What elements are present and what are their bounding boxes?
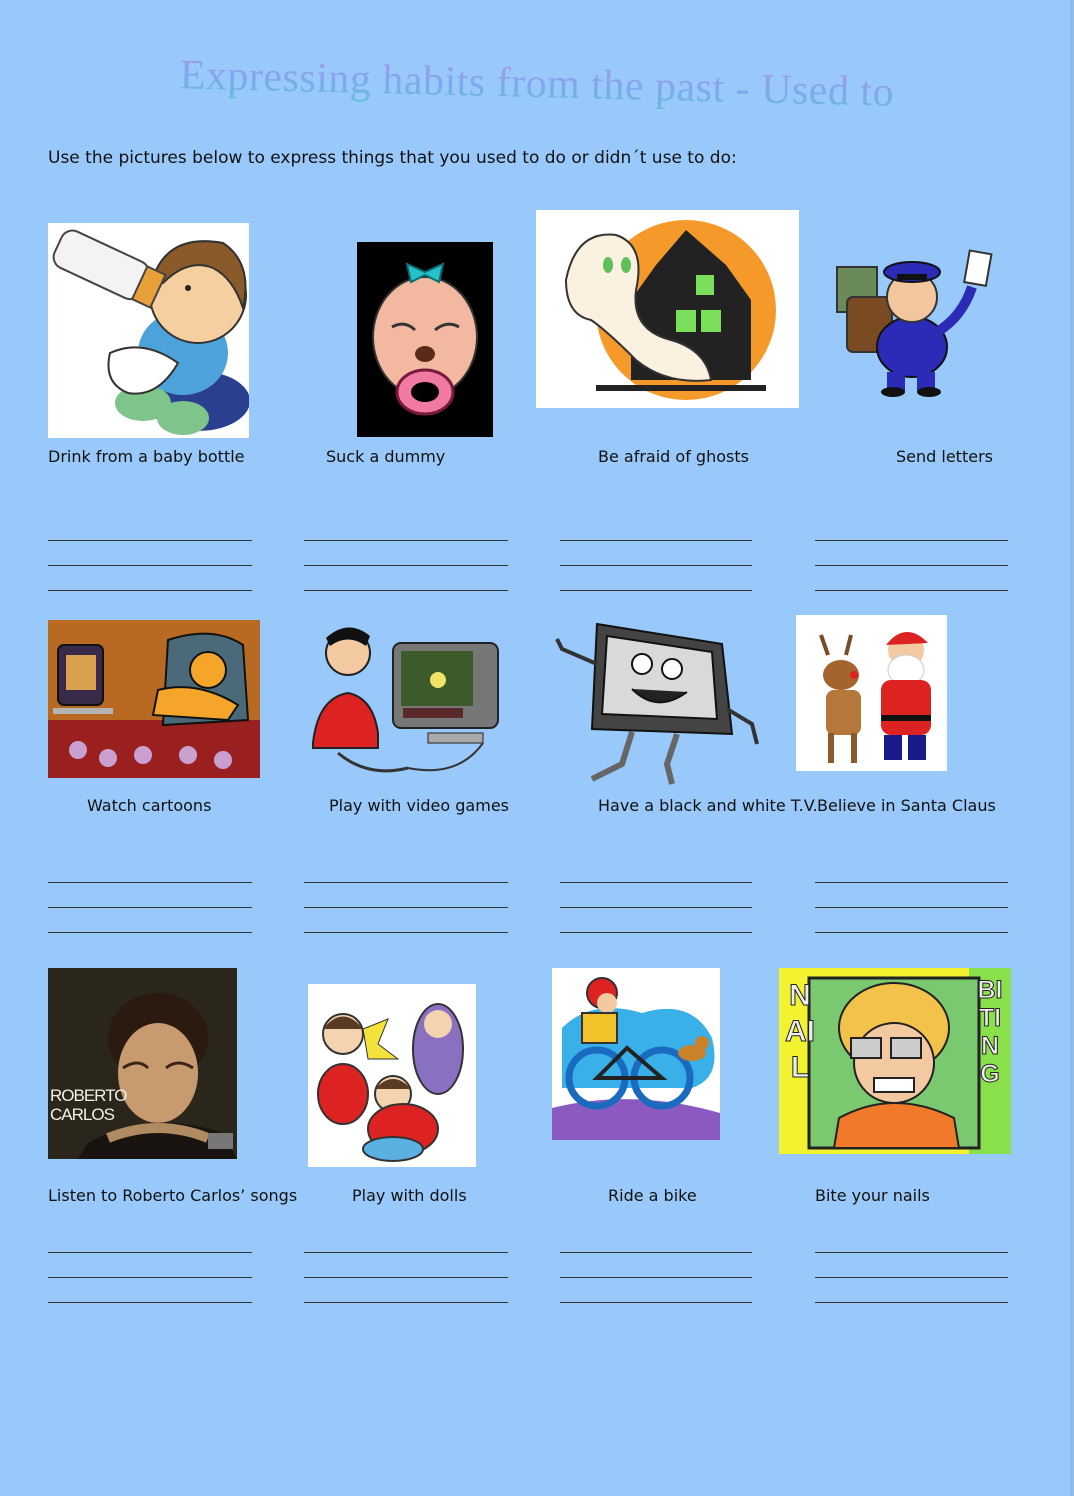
answer-line[interactable] — [815, 1302, 1008, 1303]
answer-line[interactable] — [48, 590, 252, 591]
caption-bite-your-nails: Bite your nails — [815, 1186, 930, 1205]
caption-believe-in-santa-claus: Believe in Santa Claus — [817, 796, 996, 815]
caption-play-with-dolls: Play with dolls — [352, 1186, 467, 1205]
caption-suck-a-dummy: Suck a dummy — [326, 447, 446, 466]
answer-line[interactable] — [815, 1252, 1008, 1253]
answer-line[interactable] — [560, 540, 752, 541]
answer-line[interactable] — [48, 1252, 252, 1253]
answer-line[interactable] — [48, 1277, 252, 1278]
answer-line[interactable] — [815, 1277, 1008, 1278]
postman-picture — [827, 242, 997, 397]
answer-line[interactable] — [560, 1252, 752, 1253]
answer-line[interactable] — [304, 907, 508, 908]
video-games-picture — [308, 618, 514, 783]
answer-line[interactable] — [304, 932, 508, 933]
caption-be-afraid-of-ghosts: Be afraid of ghosts — [598, 447, 749, 466]
page-edge — [1070, 0, 1074, 1496]
answer-line[interactable] — [304, 882, 508, 883]
answer-line[interactable] — [815, 590, 1008, 591]
answer-line[interactable] — [48, 932, 252, 933]
answer-line[interactable] — [304, 565, 508, 566]
nail-biting-picture — [779, 968, 1011, 1154]
black-and-white-tv-picture — [552, 614, 762, 786]
dolls-picture — [308, 984, 476, 1167]
roberto-carlos-record-picture — [48, 968, 237, 1159]
answer-line[interactable] — [48, 1302, 252, 1303]
answer-line[interactable] — [560, 1302, 752, 1303]
baby-bottle-picture — [48, 223, 249, 438]
answer-line[interactable] — [304, 1277, 508, 1278]
answer-line[interactable] — [304, 540, 508, 541]
caption-send-letters: Send letters — [896, 447, 993, 466]
answer-line[interactable] — [304, 590, 508, 591]
page-title: Expressing habits from the past - Used to — [0, 47, 1074, 121]
answer-line[interactable] — [48, 565, 252, 566]
record-label-text: ROBERTO CARLOS — [50, 1086, 127, 1124]
answer-line[interactable] — [560, 565, 752, 566]
answer-line[interactable] — [815, 540, 1008, 541]
answer-line[interactable] — [560, 932, 752, 933]
caption-drink-from-a-baby-bottle: Drink from a baby bottle — [48, 447, 245, 466]
caption-ride-a-bike: Ride a bike — [608, 1186, 697, 1205]
caption-have-a-black-and-white-tv: Have a black and white T.V. — [598, 796, 818, 815]
answer-line[interactable] — [304, 1302, 508, 1303]
watch-cartoons-picture — [48, 620, 260, 778]
caption-play-with-video-games: Play with video games — [329, 796, 509, 815]
instructions: Use the pictures below to express things that you used to do or didn´t use to do: — [48, 148, 737, 168]
answer-line[interactable] — [560, 882, 752, 883]
answer-line[interactable] — [48, 882, 252, 883]
answer-line[interactable] — [815, 882, 1008, 883]
answer-line[interactable] — [560, 1277, 752, 1278]
ride-a-bike-picture — [552, 968, 720, 1140]
caption-watch-cartoons: Watch cartoons — [87, 796, 212, 815]
santa-claus-picture — [796, 615, 947, 771]
answer-line[interactable] — [815, 565, 1008, 566]
answer-line[interactable] — [815, 907, 1008, 908]
answer-line[interactable] — [48, 540, 252, 541]
nail-label-left: NAIL — [785, 979, 815, 1084]
caption-listen-to-roberto-carlos-songs: Listen to Roberto Carlos’ songs — [48, 1186, 298, 1205]
answer-line[interactable] — [560, 590, 752, 591]
answer-line[interactable] — [815, 932, 1008, 933]
dummy-baby-picture — [357, 242, 493, 437]
nail-label-right: BITING — [977, 976, 1003, 1088]
answer-line[interactable] — [48, 907, 252, 908]
ghost-house-picture — [536, 210, 799, 408]
answer-line[interactable] — [304, 1252, 508, 1253]
answer-line[interactable] — [560, 907, 752, 908]
